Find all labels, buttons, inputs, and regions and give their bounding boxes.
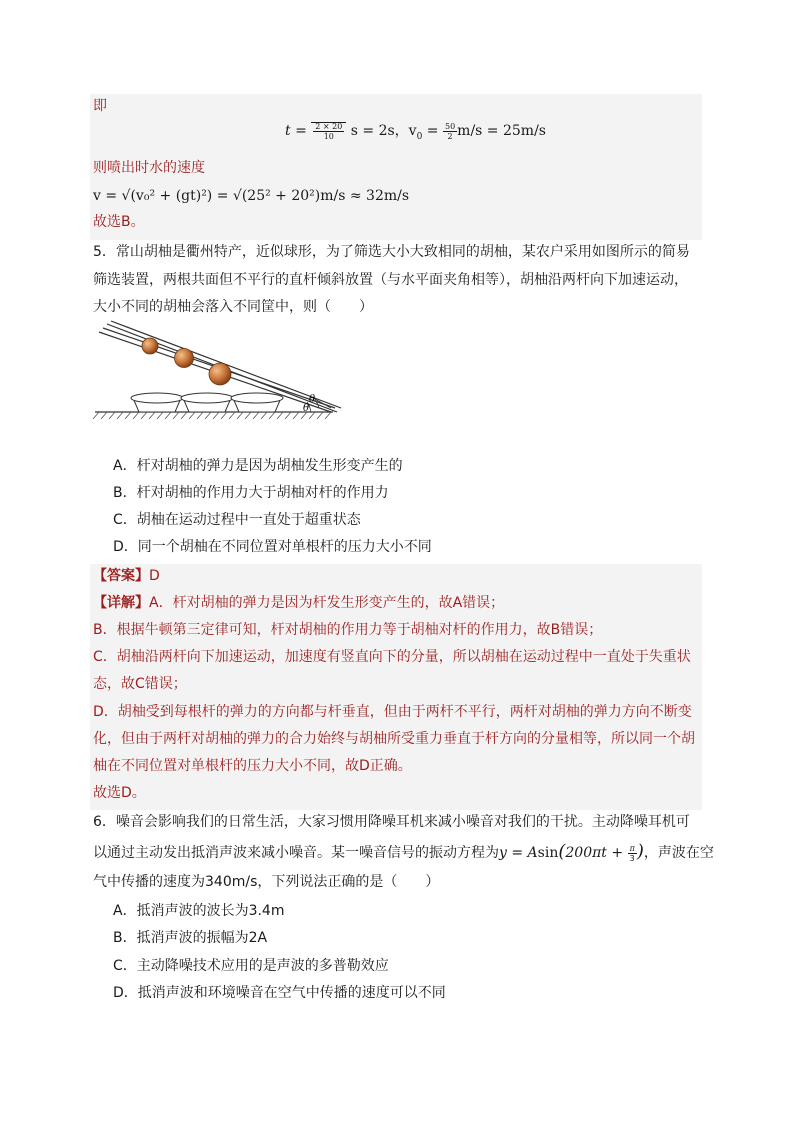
q6-option-a: A．抵消声波的波长为3.4m bbox=[113, 903, 285, 919]
ground-hatch bbox=[93, 412, 331, 419]
q5-stem-line3: 大小不同的胡柚会落入不同筐中，则（ ） bbox=[93, 299, 373, 315]
q6-stem-line3: 气中传播的速度为340m/s，下列说法正确的是（ ） bbox=[93, 874, 440, 890]
q5-stem-line2: 筛选装置，两根共面但不平行的直杆倾斜放置（与水平面夹角相等），胡柚沿两杆向下加速运动， bbox=[93, 272, 688, 288]
q5-choose: 故选D。 bbox=[93, 785, 146, 801]
pomelo-small bbox=[142, 338, 158, 354]
q6-stem-line2: 以通过主动发出抵消声波来减小噪音。某一噪音信号的振动方程为y = Asin(200πt + $\frac{\pi}{3}$ )，声波在空 bbox=[93, 841, 714, 863]
q6-option-b: B．抵消声波的振幅为2A bbox=[113, 930, 268, 946]
solution4-choose: 故选B。 bbox=[93, 214, 145, 230]
q5-option-d: D．同一个胡柚在不同位置对单根杆的压力大小不同 bbox=[113, 539, 432, 555]
q5-detail-d3: 柚在不同位置对单根杆的压力大小不同，故D正确。 bbox=[93, 758, 412, 774]
pomelo-medium bbox=[175, 349, 194, 368]
q5-detail-b: B．根据牛顿第三定律可知，杆对胡柚的作用力等于胡柚对杆的作用力，故B错误； bbox=[93, 622, 603, 638]
q5-answer: 【答案】D bbox=[93, 568, 160, 584]
sqrt-radicand: $\frac{2 \times 20}{10}$ bbox=[311, 122, 346, 139]
q5-detail-d1: D．胡柚受到每根杆的弹力的方向都与杆垂直，但由于两杆不平行，两杆对胡柚的弹力方向不断变 bbox=[93, 704, 692, 720]
speed-intro: 则喷出时水的速度 bbox=[93, 160, 205, 176]
angle-label-upper: θ bbox=[309, 394, 316, 405]
baskets bbox=[131, 393, 283, 412]
speed-formula: v = √(v₀² + (gt)²) = √(25² + 20²)m/s ≈ 32m/s bbox=[93, 188, 410, 204]
solution-ji: 即 bbox=[93, 98, 107, 114]
q6-stem-line1: 6．噪音会影响我们的日常生活，大家习惯用降噪耳机来减小噪音对我们的干扰。主动降噪耳机可 bbox=[93, 814, 690, 830]
q6-option-d: D．抵消声波和环境噪音在空气中传播的速度可以不同 bbox=[113, 985, 446, 1001]
q5-detail-d2: 化，但由于两杆对胡柚的弹力的合力始终与胡柚所受重力垂直于杆方向的分量相等，所以同一个胡 bbox=[93, 731, 695, 747]
angle-label-lower: θ bbox=[303, 403, 310, 414]
pomelo-large bbox=[209, 363, 231, 385]
time-equation: t = $\frac{2 \times 20}{10}$ s = 2s，$v_0$ = $\frac{50}{2}$ m/s = 25m/s bbox=[285, 121, 546, 142]
q5-option-c: C．胡柚在运动过程中一直处于超重状态 bbox=[113, 512, 361, 528]
q5-option-a: A．杆对胡柚的弹力是因为胡柚发生形变产生的 bbox=[113, 458, 403, 474]
q6-option-c: C．主动降噪技术应用的是声波的多普勒效应 bbox=[113, 958, 389, 974]
q5-option-b: B．杆对胡柚的作用力大于胡柚对杆的作用力 bbox=[113, 485, 389, 501]
q5-stem-line1: 5．常山胡柚是衢州特产，近似球形，为了筛选大小大致相同的胡柚，某农户采用如图所示的简易 bbox=[93, 244, 690, 260]
q5-detail-a: 【详解】A．杆对胡柚的弹力是因为杆发生形变产生的，故A错误； bbox=[93, 595, 505, 611]
q5-detail-c1: C．胡柚沿两杆向下加速运动，加速度有竖直向下的分量，所以胡柚在运动过程中一直处于失重状 bbox=[93, 649, 691, 665]
q5-detail-c2: 态，故C错误； bbox=[93, 676, 187, 692]
sorting-device-diagram bbox=[93, 320, 353, 422]
